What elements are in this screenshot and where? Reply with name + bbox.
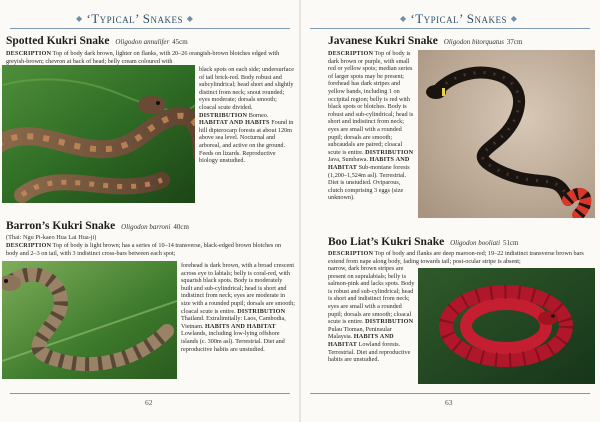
scientific-name: Oligodon annulifer [115, 38, 170, 46]
header-text: ‘Typical’ Snakes [410, 11, 508, 26]
scientific-name: Oligodon bitorquatus [443, 38, 505, 46]
header-rule [310, 28, 590, 29]
species-description-side: narrow, dark brown stripes are present on supralabials; belly is salmon-pink and lacks spots. Body is robust and sub-cylindrical; head is short and indistinct from neck; eyes are small with a rounded pupil; dorsals are smooth; cloacal scute is entire. DISTRIBUTION Pulau Tioman, Peninsular Malaysia. HABITS AND HABITAT Lowland forests. Terrestrial. Diet and reproductive habits are unstudied. [328, 265, 415, 364]
diamond-icon: ◆ [510, 14, 518, 23]
diamond-icon: ◆ [76, 14, 83, 23]
footer-rule [10, 393, 290, 394]
diamond-icon: ◆ [186, 14, 194, 23]
boo-liats-kukri-snake-photo [418, 268, 595, 384]
local-name: (Thai: Ngu Pi-kaeo Hua Lai Hua-ji) [6, 234, 97, 241]
species-title [6, 35, 188, 47]
species-length: 45cm [172, 38, 188, 46]
species-name: Barron’s Kukri Snake [6, 220, 116, 232]
spotted-kukri-snake-photo [2, 65, 195, 203]
species-description-top: DESCRIPTION Top of body and flanks are deep maroon-red; 19–22 indistinct transverse brown bars extend from nape along body, fading towards tail; post-ocular stripe is absent; [328, 250, 584, 265]
right-page [300, 0, 600, 422]
species-name: Spotted Kukri Snake [6, 35, 110, 47]
species-description-side: forehead is dark brown, with a broad crescent across eye to labials; belly is coral-red, with squarish black spots. Body is moderately built and sub-cylindrical; head is short and indistinct from neck; eyes are moderate in size with a rounded pupil; dorsals are smooth; cloacal scute is entire. DISTRIBUTION Thailand. Extralimitally: Laos, Cambodia, Vietnam. HABITS AND HABITAT Lowlands, including low-lying offshore islands (c. 300m asl). Terrestrial. Diet and reproductive habits are unstudied. [181, 262, 295, 353]
scientific-name: Oligodon booliati [450, 239, 501, 247]
species-title [328, 236, 519, 248]
header-text: ‘Typical’ Snakes [86, 11, 184, 26]
species-name: Javanese Kukri Snake [328, 35, 438, 47]
footer-rule [310, 393, 590, 394]
species-length: 51cm [502, 239, 519, 247]
page-header-left [76, 11, 193, 27]
header-rule [10, 28, 290, 29]
species-length: 37cm [506, 38, 523, 46]
javanese-kukri-snake-photo [418, 50, 595, 218]
species-title [6, 220, 189, 232]
page-header-right [400, 11, 517, 27]
page-number: 63 [445, 398, 453, 407]
page-number: 62 [145, 398, 153, 407]
species-description-side: black spots on each side; undersurface of tail brick-red. Body robust and subcylindrical; head short and slightly distinct from neck; snout rounded; eyes moderate; dorsals smooth; cloacal scute divided. DISTRIBUTION Borneo. HABITAT AND HABITS Found in hill dipterocarp forests at about 120m above sea level. Nocturnal and arboreal, and active on the ground. Feeds on lizards. Reproductive biology unstudied. [199, 66, 295, 165]
species-title [328, 35, 522, 47]
species-description-side: DESCRIPTION Top of body is dark brown or purple, with small red or yellow spots; median series of larger spots may be present; forehead has dark stripes and yellow bands, including 1 on occipital region; belly is red with black spots or blotches. Body is robust and sub-cylindrical; head is short and indistinct from neck; eyes are small with a rounded pupil; dorsals are smooth; subcaudals are paired; cloacal scute is entire. DISTRIBUTION Java, Sumbawa. HABITS AND HABITAT Sub-montane forests (1,200–1,524m asl). Terrestrial. Diet is unstudied. Oviparous, clutch comprising 3 eggs (size unknown). [328, 50, 414, 202]
species-length: 40cm [173, 223, 189, 231]
diamond-icon: ◆ [400, 14, 407, 23]
scientific-name: Oligodon barroni [121, 223, 171, 231]
species-name: Boo Liat’s Kukri Snake [328, 236, 445, 248]
barrons-kukri-snake-photo [2, 261, 177, 379]
species-description-top: DESCRIPTION Top of body is light brown; has a series of 10–14 transverse, black-edged brown blotches on body and 2–3 on tail, with 3 indistinct cross-bars between each spot; [6, 242, 282, 257]
species-description-top: DESCRIPTION Top of body dark brown, lighter on flanks, with 20–26 orangish-brown blotches edged with greyish-brown; chevron at back of head; belly cream coloured with [6, 50, 280, 65]
